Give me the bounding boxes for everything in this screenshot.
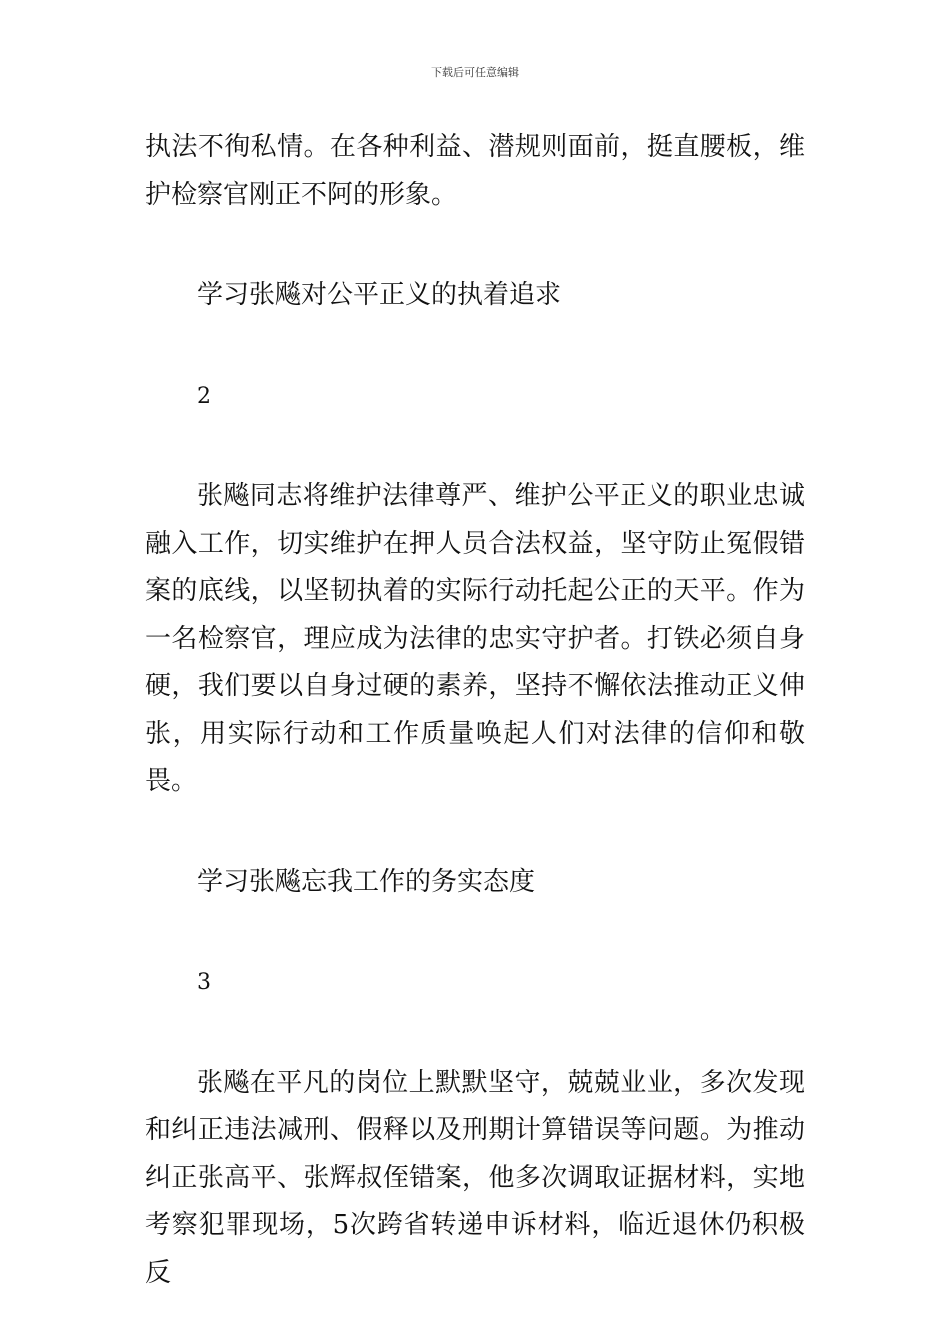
paragraph-section-2: 张飚同志将维护法律尊严、维护公平正义的职业忠诚融入工作，切实维护在押人员合法权益，坚守防止冤假错案的底线，以坚韧执着的实际行动托起公正的天平。作为一名检察官，理应成为法律的忠实守护者。打铁必须自身硬，我们要以自身过硬的素养，坚持不懈依法推动正义伸张，用实际行动和工作质量唤起人们对法律的信仰和敬畏。 (145, 481, 805, 796)
section-number-2: 2 (197, 383, 211, 409)
spacer (145, 1007, 805, 1060)
paragraph-continued: 执法不徇私情。在各种利益、潜规则面前，挺直腰板，维护检察官刚正不阿的形象。 (145, 132, 805, 210)
spacer (145, 806, 805, 859)
page-header: 下载后可任意编辑 (431, 66, 519, 79)
document-body (145, 124, 805, 1297)
section-heading-2: 学习张飚对公平正义的执着追求 (197, 280, 562, 310)
spacer (145, 906, 805, 959)
paragraph-section-3: 张飚在平凡的岗位上默默坚守，兢兢业业，多次发现和纠正违法减刑、假释以及刑期计算错误等问题。为推动纠正张高平、张辉叔侄错案，他多次调取证据材料，实地考察犯罪现场，5次跨省转递申诉材料，临近退休仍积极反 (145, 1067, 805, 1288)
spacer (145, 420, 805, 473)
spacer (145, 320, 805, 373)
spacer (145, 219, 805, 272)
section-number-3: 3 (197, 970, 211, 995)
section-heading-3: 学习张飚忘我工作的务实态度 (197, 866, 536, 897)
